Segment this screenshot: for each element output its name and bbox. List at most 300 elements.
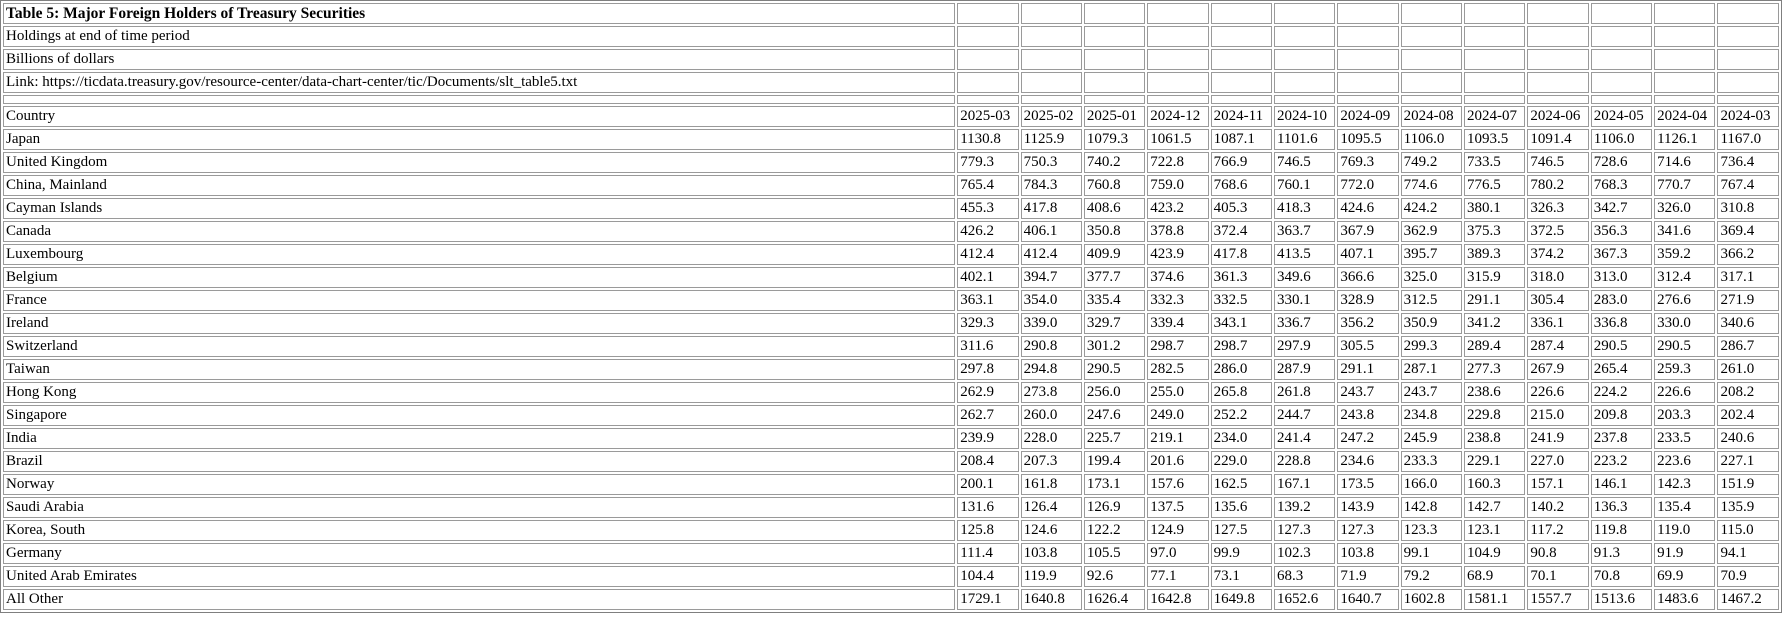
country-data-row <box>3 405 1779 426</box>
holding-value-cell: 119.8 <box>1591 520 1652 541</box>
spacer-row <box>3 95 1779 104</box>
holding-value-cell: 405.3 <box>1211 198 1272 219</box>
country-data-row <box>3 497 1779 518</box>
holding-value-cell: 127.3 <box>1337 520 1398 541</box>
holding-value-cell: 123.1 <box>1464 520 1525 541</box>
holding-value-cell: 1106.0 <box>1401 129 1462 150</box>
empty-cell <box>1147 49 1208 70</box>
holding-value-cell: 99.1 <box>1401 543 1462 564</box>
holding-value-cell: 759.0 <box>1147 175 1208 196</box>
holding-value-cell: 1101.6 <box>1274 129 1335 150</box>
empty-cell <box>1527 3 1588 24</box>
holding-value-cell: 423.2 <box>1147 198 1208 219</box>
empty-cell <box>1021 72 1082 93</box>
holding-value-cell: 768.3 <box>1591 175 1652 196</box>
units-note-row <box>3 49 1779 70</box>
holding-value-cell: 424.6 <box>1337 198 1398 219</box>
holding-value-cell: 225.7 <box>1084 428 1145 449</box>
holding-value-cell: 259.3 <box>1654 359 1715 380</box>
holding-value-cell: 223.2 <box>1591 451 1652 472</box>
holding-value-cell: 361.3 <box>1211 267 1272 288</box>
holding-value-cell: 1642.8 <box>1147 589 1208 610</box>
empty-cell <box>1084 95 1145 104</box>
country-data-row <box>3 267 1779 288</box>
holding-value-cell: 408.6 <box>1084 198 1145 219</box>
holding-value-cell: 375.3 <box>1464 221 1525 242</box>
holding-value-cell: 412.4 <box>1021 244 1082 265</box>
holding-value-cell: 167.1 <box>1274 474 1335 495</box>
holding-value-cell: 119.0 <box>1654 520 1715 541</box>
holding-value-cell: 238.8 <box>1464 428 1525 449</box>
holding-value-cell: 245.9 <box>1401 428 1462 449</box>
month-header-cell: 2024-12 <box>1147 106 1208 127</box>
holding-value-cell: 68.3 <box>1274 566 1335 587</box>
holding-value-cell: 286.0 <box>1211 359 1272 380</box>
holding-value-cell: 117.2 <box>1527 520 1588 541</box>
holding-value-cell: 223.6 <box>1654 451 1715 472</box>
holding-value-cell: 261.0 <box>1717 359 1779 380</box>
holding-value-cell: 1602.8 <box>1401 589 1462 610</box>
holding-value-cell: 312.5 <box>1401 290 1462 311</box>
holding-value-cell: 260.0 <box>1021 405 1082 426</box>
holding-value-cell: 239.9 <box>957 428 1018 449</box>
holding-value-cell: 1640.8 <box>1021 589 1082 610</box>
month-header-cell: 2024-06 <box>1527 106 1588 127</box>
country-data-row <box>3 175 1779 196</box>
holding-value-cell: 426.2 <box>957 221 1018 242</box>
empty-cell <box>957 3 1018 24</box>
country-name-cell: Canada <box>3 221 955 242</box>
empty-cell <box>1717 49 1779 70</box>
holding-value-cell: 70.1 <box>1527 566 1588 587</box>
empty-cell <box>1464 26 1525 47</box>
holding-value-cell: 402.1 <box>957 267 1018 288</box>
holding-value-cell: 140.2 <box>1527 497 1588 518</box>
empty-cell <box>1654 95 1715 104</box>
holding-value-cell: 142.7 <box>1464 497 1525 518</box>
country-name-cell: Germany <box>3 543 955 564</box>
holding-value-cell: 767.4 <box>1717 175 1779 196</box>
holding-value-cell: 1729.1 <box>957 589 1018 610</box>
holding-value-cell: 135.9 <box>1717 497 1779 518</box>
country-data-row <box>3 428 1779 449</box>
holding-value-cell: 714.6 <box>1654 152 1715 173</box>
empty-cell <box>1654 26 1715 47</box>
holding-value-cell: 315.9 <box>1464 267 1525 288</box>
holding-value-cell: 91.3 <box>1591 543 1652 564</box>
empty-cell <box>1147 26 1208 47</box>
month-header-cell: 2025-03 <box>957 106 1018 127</box>
empty-cell <box>1274 95 1335 104</box>
country-data-row <box>3 382 1779 403</box>
holding-value-cell: 297.9 <box>1274 336 1335 357</box>
holding-value-cell: 229.1 <box>1464 451 1525 472</box>
empty-cell <box>1337 49 1398 70</box>
holding-value-cell: 372.4 <box>1211 221 1272 242</box>
holding-value-cell: 328.9 <box>1337 290 1398 311</box>
holding-value-cell: 326.0 <box>1654 198 1715 219</box>
holding-value-cell: 336.1 <box>1527 313 1588 334</box>
holding-value-cell: 363.7 <box>1274 221 1335 242</box>
holding-value-cell: 343.1 <box>1211 313 1272 334</box>
holding-value-cell: 310.8 <box>1717 198 1779 219</box>
holding-value-cell: 70.9 <box>1717 566 1779 587</box>
country-name-cell: Brazil <box>3 451 955 472</box>
holding-value-cell: 417.8 <box>1211 244 1272 265</box>
empty-cell <box>1717 95 1779 104</box>
holding-value-cell: 137.5 <box>1147 497 1208 518</box>
month-header-cell: 2024-10 <box>1274 106 1335 127</box>
country-data-row <box>3 336 1779 357</box>
holding-value-cell: 265.4 <box>1591 359 1652 380</box>
holding-value-cell: 131.6 <box>957 497 1018 518</box>
holding-value-cell: 305.4 <box>1527 290 1588 311</box>
holding-value-cell: 1652.6 <box>1274 589 1335 610</box>
holding-value-cell: 122.2 <box>1084 520 1145 541</box>
holding-value-cell: 157.1 <box>1527 474 1588 495</box>
holding-value-cell: 273.8 <box>1021 382 1082 403</box>
holding-value-cell: 301.2 <box>1084 336 1145 357</box>
holding-value-cell: 335.4 <box>1084 290 1145 311</box>
holding-value-cell: 142.8 <box>1401 497 1462 518</box>
holding-value-cell: 161.8 <box>1021 474 1082 495</box>
country-data-row <box>3 359 1779 380</box>
empty-cell <box>1274 3 1335 24</box>
holding-value-cell: 71.9 <box>1337 566 1398 587</box>
holding-value-cell: 1061.5 <box>1147 129 1208 150</box>
holding-value-cell: 339.0 <box>1021 313 1082 334</box>
holding-value-cell: 298.7 <box>1211 336 1272 357</box>
holding-value-cell: 380.1 <box>1464 198 1525 219</box>
holding-value-cell: 200.1 <box>957 474 1018 495</box>
holding-value-cell: 119.9 <box>1021 566 1082 587</box>
empty-cell <box>1084 49 1145 70</box>
holding-value-cell: 1091.4 <box>1527 129 1588 150</box>
holding-value-cell: 746.5 <box>1274 152 1335 173</box>
country-name-cell: France <box>3 290 955 311</box>
holding-value-cell: 283.0 <box>1591 290 1652 311</box>
holding-value-cell: 243.8 <box>1337 405 1398 426</box>
country-data-row <box>3 221 1779 242</box>
empty-cell <box>1401 26 1462 47</box>
holding-value-cell: 318.0 <box>1527 267 1588 288</box>
country-name-cell: Ireland <box>3 313 955 334</box>
holding-value-cell: 294.8 <box>1021 359 1082 380</box>
holding-value-cell: 367.3 <box>1591 244 1652 265</box>
holding-value-cell: 424.2 <box>1401 198 1462 219</box>
holding-value-cell: 1649.8 <box>1211 589 1272 610</box>
holding-value-cell: 339.4 <box>1147 313 1208 334</box>
holding-value-cell: 760.1 <box>1274 175 1335 196</box>
holding-value-cell: 228.8 <box>1274 451 1335 472</box>
month-header-cell: 2024-07 <box>1464 106 1525 127</box>
empty-cell <box>1464 95 1525 104</box>
holding-value-cell: 330.1 <box>1274 290 1335 311</box>
holding-value-cell: 103.8 <box>1021 543 1082 564</box>
holding-value-cell: 749.2 <box>1401 152 1462 173</box>
holding-value-cell: 372.5 <box>1527 221 1588 242</box>
holding-value-cell: 772.0 <box>1337 175 1398 196</box>
empty-cell <box>1591 49 1652 70</box>
holding-value-cell: 215.0 <box>1527 405 1588 426</box>
country-data-row <box>3 313 1779 334</box>
empty-cell <box>1527 72 1588 93</box>
holding-value-cell: 776.5 <box>1464 175 1525 196</box>
empty-cell <box>1654 3 1715 24</box>
country-name-cell: Luxembourg <box>3 244 955 265</box>
holding-value-cell: 409.9 <box>1084 244 1145 265</box>
holding-value-cell: 267.9 <box>1527 359 1588 380</box>
holding-value-cell: 241.9 <box>1527 428 1588 449</box>
holding-value-cell: 209.8 <box>1591 405 1652 426</box>
holding-value-cell: 208.4 <box>957 451 1018 472</box>
holding-value-cell: 330.0 <box>1654 313 1715 334</box>
holding-value-cell: 779.3 <box>957 152 1018 173</box>
holding-value-cell: 765.4 <box>957 175 1018 196</box>
country-name-cell: United Arab Emirates <box>3 566 955 587</box>
holding-value-cell: 249.0 <box>1147 405 1208 426</box>
holding-value-cell: 244.7 <box>1274 405 1335 426</box>
holding-value-cell: 207.3 <box>1021 451 1082 472</box>
holding-value-cell: 374.6 <box>1147 267 1208 288</box>
holding-value-cell: 350.8 <box>1084 221 1145 242</box>
holding-value-cell: 366.6 <box>1337 267 1398 288</box>
holding-value-cell: 227.1 <box>1717 451 1779 472</box>
holding-value-cell: 162.5 <box>1211 474 1272 495</box>
title-row <box>3 3 1779 24</box>
country-name-cell: All Other <box>3 589 955 610</box>
holding-value-cell: 1095.5 <box>1337 129 1398 150</box>
holding-value-cell: 124.9 <box>1147 520 1208 541</box>
empty-cell <box>1147 95 1208 104</box>
holding-value-cell: 261.8 <box>1274 382 1335 403</box>
country-data-row <box>3 244 1779 265</box>
holding-value-cell: 774.6 <box>1401 175 1462 196</box>
holding-value-cell: 240.6 <box>1717 428 1779 449</box>
holding-value-cell: 77.1 <box>1147 566 1208 587</box>
holding-value-cell: 312.4 <box>1654 267 1715 288</box>
holding-value-cell: 728.6 <box>1591 152 1652 173</box>
country-name-cell: Cayman Islands <box>3 198 955 219</box>
holding-value-cell: 256.0 <box>1084 382 1145 403</box>
holding-value-cell: 407.1 <box>1337 244 1398 265</box>
holding-value-cell: 115.0 <box>1717 520 1779 541</box>
holding-value-cell: 127.3 <box>1274 520 1335 541</box>
empty-cell <box>1211 3 1272 24</box>
month-header-cell: 2024-05 <box>1591 106 1652 127</box>
holding-value-cell: 1513.6 <box>1591 589 1652 610</box>
holding-value-cell: 291.1 <box>1464 290 1525 311</box>
country-data-row <box>3 589 1779 610</box>
country-name-cell: United Kingdom <box>3 152 955 173</box>
holding-value-cell: 203.3 <box>1654 405 1715 426</box>
country-data-row <box>3 474 1779 495</box>
holding-value-cell: 784.3 <box>1021 175 1082 196</box>
holding-value-cell: 199.4 <box>1084 451 1145 472</box>
holding-value-cell: 234.0 <box>1211 428 1272 449</box>
empty-cell <box>1717 26 1779 47</box>
month-header-cell: 2024-08 <box>1401 106 1462 127</box>
empty-cell <box>1274 26 1335 47</box>
holding-value-cell: 243.7 <box>1401 382 1462 403</box>
holding-value-cell: 229.8 <box>1464 405 1525 426</box>
empty-cell <box>957 95 1018 104</box>
holding-value-cell: 413.5 <box>1274 244 1335 265</box>
holding-value-cell: 224.2 <box>1591 382 1652 403</box>
holding-value-cell: 157.6 <box>1147 474 1208 495</box>
holding-value-cell: 123.3 <box>1401 520 1462 541</box>
country-name-cell: Korea, South <box>3 520 955 541</box>
holding-value-cell: 79.2 <box>1401 566 1462 587</box>
holding-value-cell: 350.9 <box>1401 313 1462 334</box>
holding-value-cell: 1125.9 <box>1021 129 1082 150</box>
holding-value-cell: 241.4 <box>1274 428 1335 449</box>
spacer-cell <box>3 95 955 104</box>
holding-value-cell: 262.9 <box>957 382 1018 403</box>
holding-value-cell: 276.6 <box>1654 290 1715 311</box>
holding-value-cell: 243.7 <box>1337 382 1398 403</box>
country-data-row <box>3 566 1779 587</box>
month-header-cell: 2024-04 <box>1654 106 1715 127</box>
holding-value-cell: 1126.1 <box>1654 129 1715 150</box>
holding-value-cell: 750.3 <box>1021 152 1082 173</box>
holdings-note: Holdings at end of time period <box>3 26 955 47</box>
holding-value-cell: 127.5 <box>1211 520 1272 541</box>
country-column-header: Country <box>3 106 955 127</box>
holding-value-cell: 228.0 <box>1021 428 1082 449</box>
month-header-cell: 2024-11 <box>1211 106 1272 127</box>
holding-value-cell: 238.6 <box>1464 382 1525 403</box>
empty-cell <box>1337 72 1398 93</box>
table-title: Table 5: Major Foreign Holders of Treasury Securities <box>3 3 955 24</box>
holding-value-cell: 395.7 <box>1401 244 1462 265</box>
holding-value-cell: 247.6 <box>1084 405 1145 426</box>
holding-value-cell: 226.6 <box>1654 382 1715 403</box>
empty-cell <box>1274 72 1335 93</box>
link-note-row <box>3 72 1779 93</box>
holding-value-cell: 208.2 <box>1717 382 1779 403</box>
holding-value-cell: 1581.1 <box>1464 589 1525 610</box>
empty-cell <box>957 49 1018 70</box>
empty-cell <box>1021 49 1082 70</box>
country-data-row <box>3 152 1779 173</box>
holding-value-cell: 226.6 <box>1527 382 1588 403</box>
holding-value-cell: 768.6 <box>1211 175 1272 196</box>
holding-value-cell: 282.5 <box>1147 359 1208 380</box>
holding-value-cell: 1557.7 <box>1527 589 1588 610</box>
empty-cell <box>1464 72 1525 93</box>
holding-value-cell: 68.9 <box>1464 566 1525 587</box>
holding-value-cell: 336.7 <box>1274 313 1335 334</box>
holding-value-cell: 1079.3 <box>1084 129 1145 150</box>
empty-cell <box>1717 72 1779 93</box>
holding-value-cell: 104.9 <box>1464 543 1525 564</box>
holding-value-cell: 92.6 <box>1084 566 1145 587</box>
column-header-row <box>3 106 1779 127</box>
holding-value-cell: 378.8 <box>1147 221 1208 242</box>
empty-cell <box>1021 3 1082 24</box>
holding-value-cell: 234.8 <box>1401 405 1462 426</box>
holding-value-cell: 290.8 <box>1021 336 1082 357</box>
holding-value-cell: 342.7 <box>1591 198 1652 219</box>
country-name-cell: Hong Kong <box>3 382 955 403</box>
holding-value-cell: 362.9 <box>1401 221 1462 242</box>
holding-value-cell: 289.4 <box>1464 336 1525 357</box>
country-data-row <box>3 520 1779 541</box>
country-data-row <box>3 451 1779 472</box>
holding-value-cell: 73.1 <box>1211 566 1272 587</box>
holding-value-cell: 1093.5 <box>1464 129 1525 150</box>
empty-cell <box>1147 72 1208 93</box>
empty-cell <box>957 26 1018 47</box>
holding-value-cell: 394.7 <box>1021 267 1082 288</box>
holding-value-cell: 412.4 <box>957 244 1018 265</box>
holding-value-cell: 103.8 <box>1337 543 1398 564</box>
holding-value-cell: 219.1 <box>1147 428 1208 449</box>
holding-value-cell: 377.7 <box>1084 267 1145 288</box>
holding-value-cell: 234.6 <box>1337 451 1398 472</box>
holding-value-cell: 349.6 <box>1274 267 1335 288</box>
holding-value-cell: 102.3 <box>1274 543 1335 564</box>
holding-value-cell: 332.3 <box>1147 290 1208 311</box>
holding-value-cell: 111.4 <box>957 543 1018 564</box>
holding-value-cell: 1167.0 <box>1717 129 1779 150</box>
holding-value-cell: 1106.0 <box>1591 129 1652 150</box>
holding-value-cell: 366.2 <box>1717 244 1779 265</box>
holding-value-cell: 369.4 <box>1717 221 1779 242</box>
holding-value-cell: 329.3 <box>957 313 1018 334</box>
holding-value-cell: 722.8 <box>1147 152 1208 173</box>
holding-value-cell: 139.2 <box>1274 497 1335 518</box>
country-name-cell: Japan <box>3 129 955 150</box>
holding-value-cell: 227.0 <box>1527 451 1588 472</box>
holding-value-cell: 760.8 <box>1084 175 1145 196</box>
empty-cell <box>1021 26 1082 47</box>
holding-value-cell: 262.7 <box>957 405 1018 426</box>
empty-cell <box>1591 95 1652 104</box>
holding-value-cell: 1640.7 <box>1337 589 1398 610</box>
holding-value-cell: 99.9 <box>1211 543 1272 564</box>
empty-cell <box>1591 72 1652 93</box>
holding-value-cell: 367.9 <box>1337 221 1398 242</box>
holding-value-cell: 142.3 <box>1654 474 1715 495</box>
empty-cell <box>1527 49 1588 70</box>
holding-value-cell: 354.0 <box>1021 290 1082 311</box>
empty-cell <box>1084 72 1145 93</box>
holding-value-cell: 286.7 <box>1717 336 1779 357</box>
holding-value-cell: 770.7 <box>1654 175 1715 196</box>
holding-value-cell: 332.5 <box>1211 290 1272 311</box>
holding-value-cell: 126.4 <box>1021 497 1082 518</box>
holding-value-cell: 766.9 <box>1211 152 1272 173</box>
holding-value-cell: 135.4 <box>1654 497 1715 518</box>
holding-value-cell: 389.3 <box>1464 244 1525 265</box>
holding-value-cell: 126.9 <box>1084 497 1145 518</box>
empty-cell <box>1211 49 1272 70</box>
holding-value-cell: 229.0 <box>1211 451 1272 472</box>
holding-value-cell: 418.3 <box>1274 198 1335 219</box>
holding-value-cell: 1087.1 <box>1211 129 1272 150</box>
holding-value-cell: 277.3 <box>1464 359 1525 380</box>
holding-value-cell: 104.4 <box>957 566 1018 587</box>
holding-value-cell: 287.4 <box>1527 336 1588 357</box>
holding-value-cell: 94.1 <box>1717 543 1779 564</box>
country-data-row <box>3 129 1779 150</box>
month-header-cell: 2024-09 <box>1337 106 1398 127</box>
holding-value-cell: 780.2 <box>1527 175 1588 196</box>
empty-cell <box>1654 49 1715 70</box>
holding-value-cell: 455.3 <box>957 198 1018 219</box>
